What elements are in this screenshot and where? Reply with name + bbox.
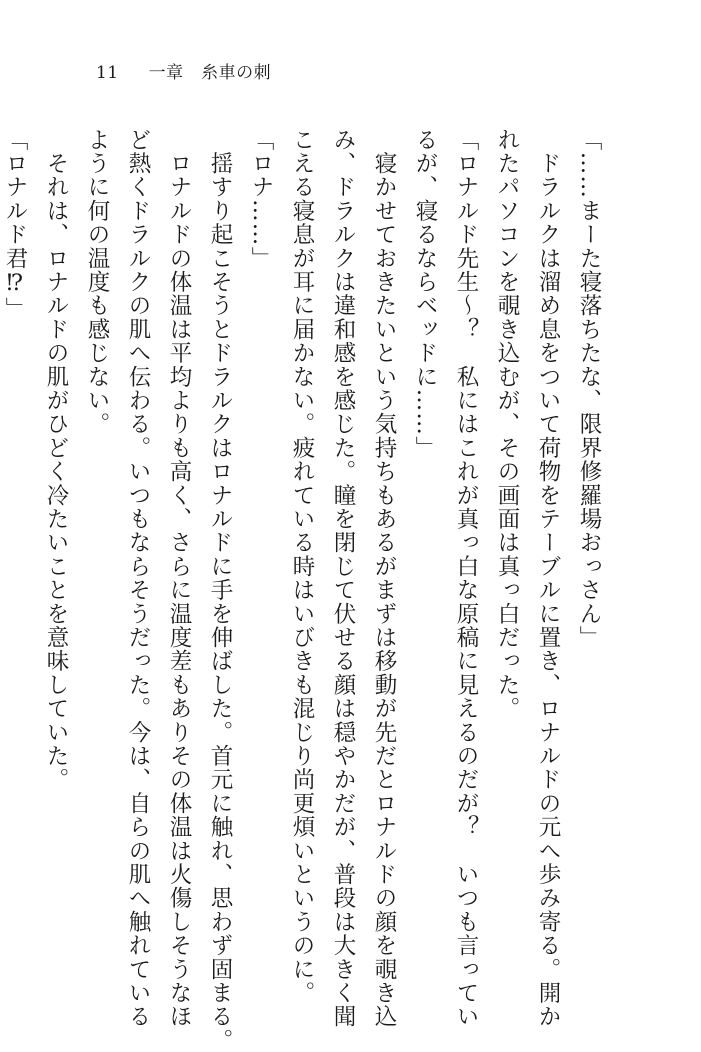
text-line-7: み、ドラルクは違和感を感じた。瞳を閉じて伏せる顔は穏やかだが、普段は大きく聞 [330, 128, 356, 1029]
text-line-14: それは、ロナルドの肌がひどく冷たいことを意味していた。 [43, 128, 69, 792]
text-line-10: 揺すり起こそうとドラルクはロナルドに手を伸ばした。首元に触れ、思わず固まる。 [207, 128, 233, 1052]
text-line-3: れたパソコンを覗き込むが、その画面は真っ白だった。 [494, 128, 520, 721]
text-line-2: ドラルクは溜め息をついて荷物をテーブルに置き、ロナルドの元へ歩み寄る。開か [535, 128, 561, 1029]
text-line-5: るが、寝るならベッドに……」 [412, 128, 438, 460]
text-line-15: 「ロナルド君⁉」 [2, 128, 28, 322]
text-line-13: ように何の温度も感じない。 [84, 128, 110, 437]
text-line-12: ど熱くドラルクの肌へ伝わる。いつもならそうだった。今は、自らの肌へ触れている [125, 128, 151, 1029]
text-line-6: 寝かせておきたいという気持ちもあるがまずは移動が先だとロナルドの顔を覗き込 [371, 128, 397, 1029]
text-line-8: こえる寝息が耳に届かない。疲れている時はいびきも混じり尚更煩いというのに。 [289, 128, 315, 1005]
text-line-11: ロナルドの体温は平均よりも高く、さらに温度差もありその体温は火傷しそうなほ [166, 128, 192, 1029]
chapter-title: 一章 糸車の刺 [148, 63, 272, 83]
text-line-9: 「ロナ……」 [248, 128, 274, 271]
page-number: 11 [96, 63, 119, 83]
running-header [96, 58, 271, 83]
text-line-4: 「ロナルド先生～？ 私にはこれが真っ白な原稿に見えるのだが？ いつも言ってい [453, 128, 479, 1029]
vertical-text-body [2, 128, 609, 1052]
text-line-1: 「……まーた寝落ちたな、限界修羅場おっさん」 [576, 128, 602, 650]
